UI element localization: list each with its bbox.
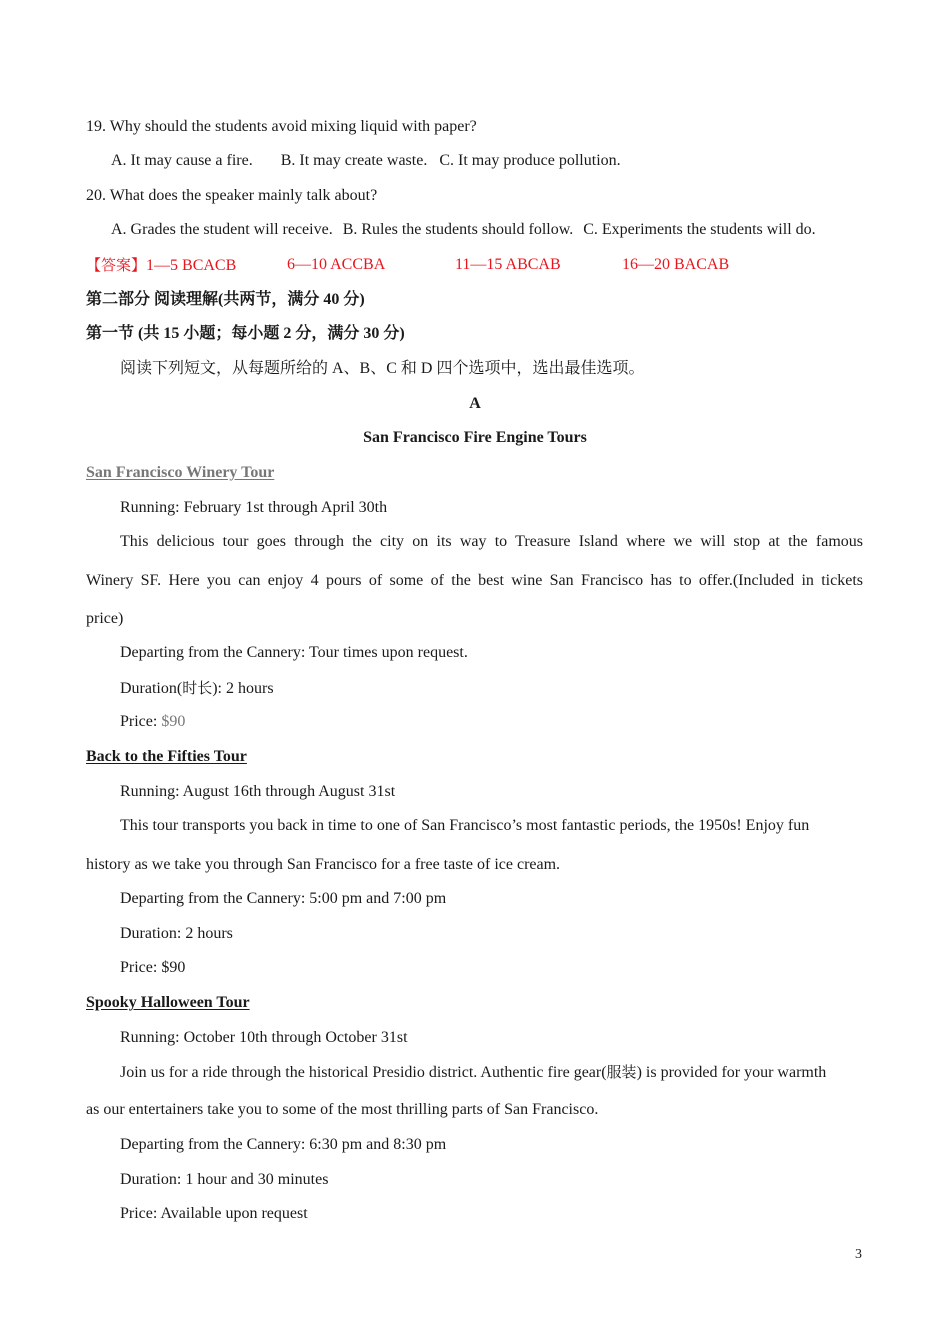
question-19: 19. Why should the students avoid mixing liquid with paper? <box>86 118 477 135</box>
tour-1-desc-line-2: Winery SF. Here you can enjoy 4 pours of some of the best wine San Francisco has to offer.(Included in tickets <box>86 572 863 589</box>
tour-2-title: Back to the Fifties Tour <box>86 748 247 765</box>
question-20: 20. What does the speaker mainly talk about? <box>86 187 378 204</box>
q19-option-b: B. It may create waste. <box>280 152 428 169</box>
tour-1-price: Price: $90 <box>120 713 186 730</box>
tour-1-title: San Francisco Winery Tour <box>86 464 275 481</box>
tour-3-price: Price: Available upon request <box>120 1205 308 1222</box>
answer-group-2: 6—10 ACCBA <box>287 256 386 273</box>
tour-1-duration: Duration(时长): 2 hours <box>120 679 274 697</box>
q20-option-c: C. Experiments the students will do. <box>583 221 816 238</box>
q20-option-a: A. Grades the student will receive. <box>111 221 333 238</box>
instruction-text: 阅读下列短文，从每题所给的 A、B、C 和 D 四个选项中，选出最佳选项。 <box>120 360 645 377</box>
q20-option-b: B. Rules the students should follow. <box>342 221 574 238</box>
answer-key <box>86 255 236 276</box>
question-20-options <box>111 220 816 240</box>
tour-2-price: Price: $90 <box>120 959 186 976</box>
question-19-options <box>111 151 621 171</box>
passage-letter: A <box>469 395 481 412</box>
tour-3-running: Running: October 10th through October 31st <box>120 1029 408 1046</box>
answer-group-4: 16—20 BACAB <box>622 256 730 273</box>
section-1-heading: 第一节 (共 15 小题；每小题 2 分，满分 30 分) <box>86 325 405 342</box>
tour-2-desc-line-1: This tour transports you back in time to one of San Francisco’s most fantastic periods, the 1950s! Enjoy fun <box>120 817 810 834</box>
tour-1-desc-line-1: This delicious tour goes through the city on its way to Treasure Island where we will stop at the famous <box>120 533 863 550</box>
q19-option-c: C. It may produce pollution. <box>439 152 621 169</box>
answer-group-1: 1—5 BCACB <box>146 257 237 274</box>
tour-1-running: Running: February 1st through April 30th <box>120 499 388 516</box>
tour-1-departing: Departing from the Cannery: Tour times upon request. <box>120 644 468 661</box>
part-2-heading: 第二部分 阅读理解(共两节，满分 40 分) <box>86 291 365 308</box>
page-number: 3 <box>855 1247 862 1262</box>
tour-3-title: Spooky Halloween Tour <box>86 994 250 1011</box>
tour-2-departing: Departing from the Cannery: 5:00 pm and 7:00 pm <box>120 890 447 907</box>
tour-3-departing: Departing from the Cannery: 6:30 pm and 8:30 pm <box>120 1136 447 1153</box>
tour-3-desc-line-2: as our entertainers take you to some of the most thrilling parts of San Francisco. <box>86 1101 599 1118</box>
tour-1-desc-line-3: price) <box>86 610 124 627</box>
tour-2-duration: Duration: 2 hours <box>120 925 233 942</box>
answer-group-3: 11—15 ABCAB <box>455 256 561 273</box>
tour-3-desc-line-1: Join us for a ride through the historical Presidio district. Authentic fire gear(服装) is provided for your warmth <box>120 1063 827 1081</box>
tour-3-duration: Duration: 1 hour and 30 minutes <box>120 1171 329 1188</box>
q19-option-a: A. It may cause a fire. <box>111 152 253 169</box>
tour-2-running: Running: August 16th through August 31st <box>120 783 396 800</box>
passage-title: San Francisco Fire Engine Tours <box>363 429 587 446</box>
answer-label: 【答案】 <box>86 256 147 274</box>
tour-1-price-value: $90 <box>161 713 186 730</box>
tour-2-desc-line-2: history as we take you through San Francisco for a free taste of ice cream. <box>86 856 561 873</box>
